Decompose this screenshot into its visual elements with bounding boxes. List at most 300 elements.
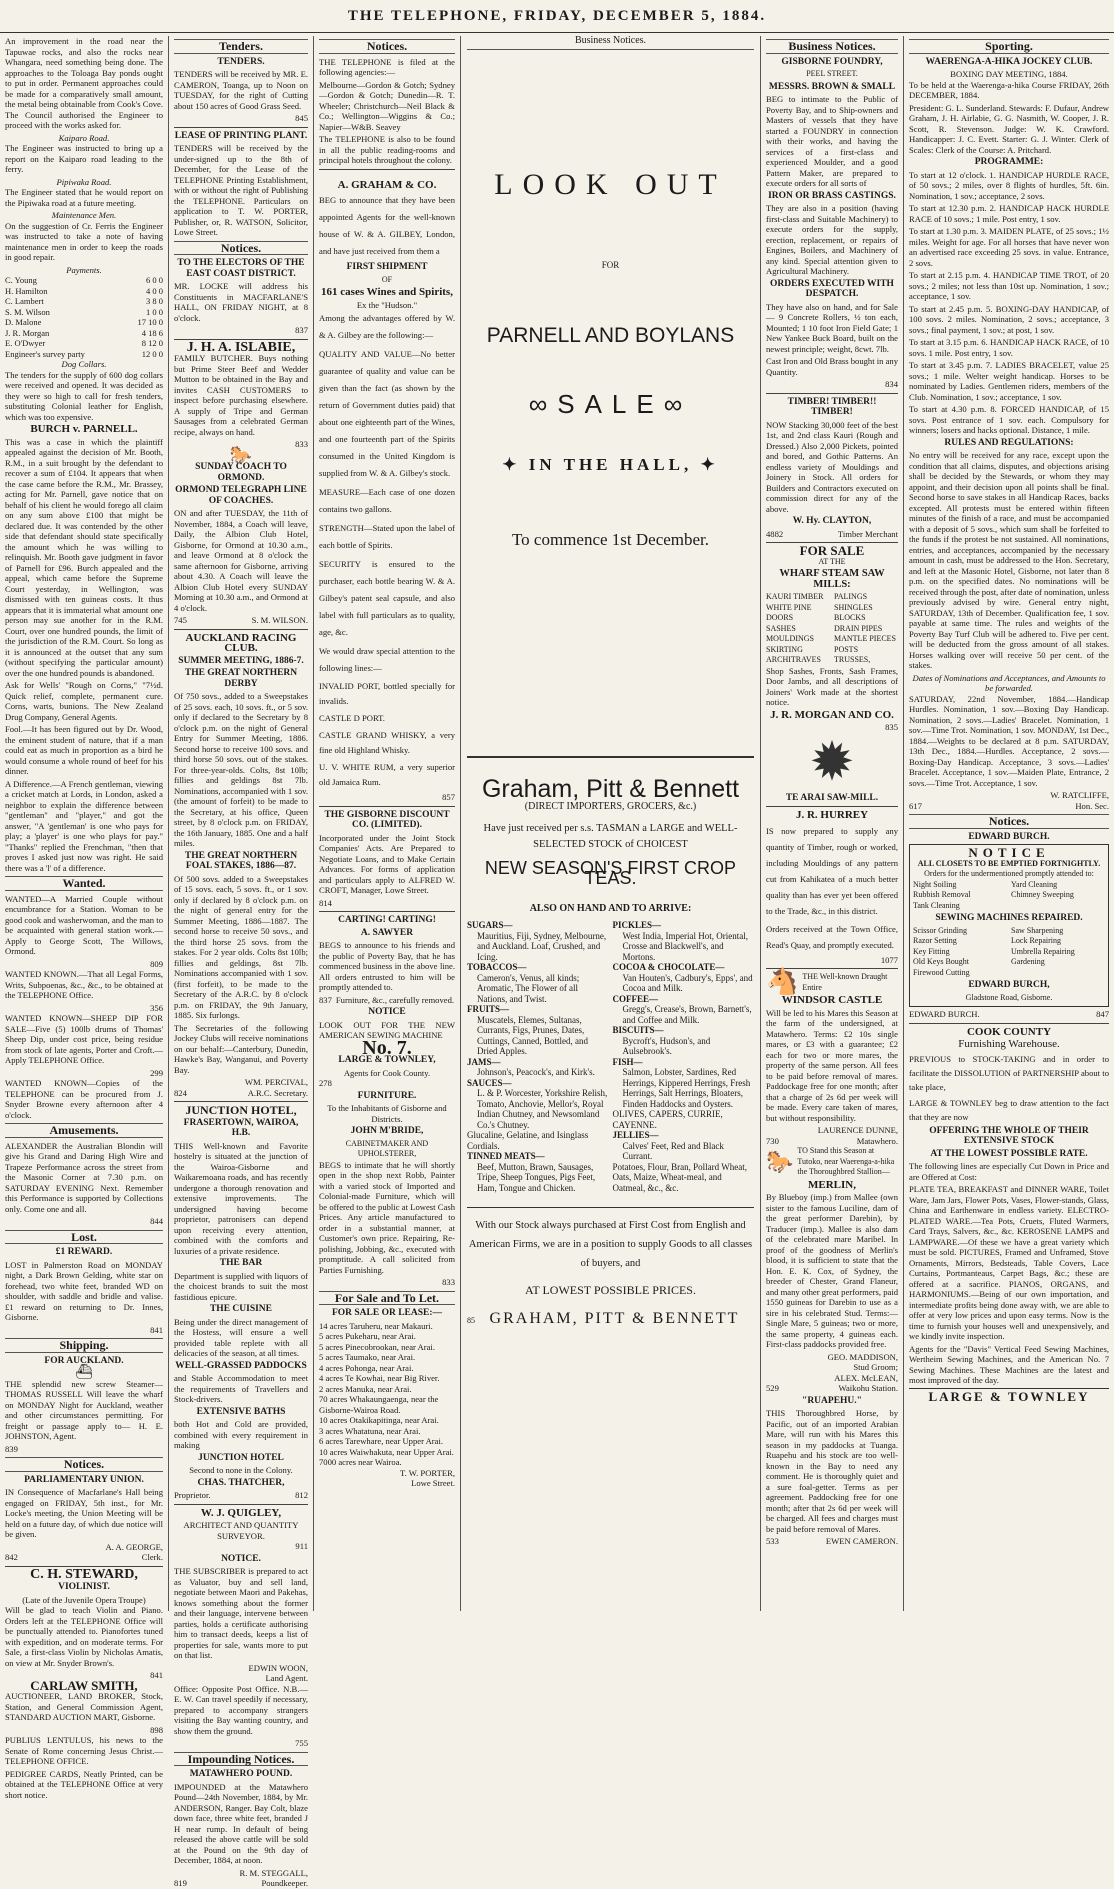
subheading: AT THE LOWEST POSSIBLE RATE. bbox=[930, 1148, 1088, 1159]
signature: W. RATCLIFFE, bbox=[1050, 790, 1109, 800]
subheading: FIRST SHIPMENT bbox=[346, 262, 428, 272]
ad-text: The TELEPHONE is also to be found in all the public reading-rooms and principal hotels throughout the colony. bbox=[319, 134, 455, 165]
signature: LAURENCE DUNNE, bbox=[817, 1125, 898, 1135]
subheading: VIOLINIST. bbox=[58, 1582, 110, 1592]
subheading: CABINETMAKER AND UPHOLSTERER, bbox=[345, 1138, 429, 1158]
list-item: 4 acres Pohonga, near Arai. bbox=[319, 1362, 414, 1373]
goods-text: West India, Imperial Hot, Oriental, Crosse and Blackwell's, and Mortons. bbox=[622, 930, 748, 962]
ad-number: 85 bbox=[467, 1315, 475, 1325]
list-item: 6 acres Tarewhare, near Upper Arai. bbox=[319, 1436, 444, 1446]
goods-item bbox=[613, 920, 755, 962]
goods-item bbox=[467, 1057, 609, 1078]
goods-text: Gregg's, Crease's, Brown, Barnett's, and Coffee and Milk. bbox=[622, 1004, 752, 1025]
ad-heading bbox=[467, 389, 754, 419]
list-item: 70 acres Whakaungaenga, near the Gisborne-Wairoa Road. bbox=[319, 1394, 439, 1415]
ad-text: PLATE TEA, BREAKFAST and DINNER WARE, Toilet Ware, Jam Jars, Flower Pots, Vases, Flower-stands, Glass, China and Earthenware in endless variety. ELECTRO-PLATED WARE.—Tea Pots, Cruets, Fluted Warmers, Card Trays, Salvers, &c., &c. KEROSENE LAMPS and LAMPWARE.—Of these we have a great variety which must be sold. PICTURES, Framed and Unframed, Stove Ornaments, Mirrors, Bedsteads, Table Covers, Lace Curtains, Portmanteaus, Carpet Bags, &c.; these are offered at a sacrifice. PIANOS, ORGANS, and HARMONIUMS.—Being of our own importation, and intermediate profits being done away with, we are able to offer at very low prices and upon easy terms. Now is the time to furnish your houses well and unexpensively, and we kindly invite inspection. bbox=[909, 1184, 1109, 1341]
list-item: Firewood Cutting bbox=[913, 967, 970, 977]
subheading: (DIRECT IMPORTERS, GROCERS, &c.) bbox=[524, 801, 697, 812]
ad-text: PREVIOUS to STOCK-TAKING and in order to facilitate the DISSOLUTION of PARTNERSHIP about to take place, bbox=[909, 1053, 1109, 1092]
ad-text: We would draw special attention to the following lines:— bbox=[319, 646, 455, 673]
subheading: IRON OR BRASS CASTINGS. bbox=[768, 190, 896, 201]
ad-heading: GISBORNE FOUNDRY, bbox=[781, 56, 883, 67]
list-item: 5 acres Pukeharu, near Arai. bbox=[319, 1331, 416, 1341]
article-title: BURCH v. PARNELL. bbox=[30, 423, 138, 435]
ad-heading: FOR SALE bbox=[799, 543, 865, 558]
ad-text: Office: Opposite Post Office. N.B.—E. W. Can travel speedily if necessary, prepared to accompany strangers visiting the Bay wanting country, and show them the ground. bbox=[174, 1683, 308, 1736]
ad-text: MR. LOCKE will address his Constituents in MACFARLANE'S HALL, ON FRIDAY NIGHT, at 8 o'clock. bbox=[174, 281, 308, 323]
goods-text: L. & P. Worcester, Yorkshire Relish, Tomato, Anchovie, Mellor's, Royal Indian Chutney, and Newsomland Co.'s Chutney. bbox=[477, 1088, 608, 1130]
signature-role: Matawhero. bbox=[856, 1135, 898, 1146]
ad-number: 834 bbox=[885, 379, 898, 389]
goods-item bbox=[613, 1162, 755, 1194]
subheading: SUNDAY COACH TO ORMOND. bbox=[195, 462, 287, 483]
list-item: Scissor Grinding bbox=[913, 925, 967, 935]
ad-text: SECURITY is ensured to the purchaser, each bottle bearing W. & A. Gilbey's patent seal capsule, and also label with full particulars as to quality, age, &c. bbox=[319, 559, 455, 637]
subheading: FOR bbox=[601, 260, 620, 270]
list-item: 3 acres Whatatuna, near Arai. bbox=[319, 1425, 421, 1436]
subheading: OF bbox=[381, 274, 393, 284]
ornament-icon: ∞ bbox=[528, 389, 558, 419]
list-item: Razor Setting bbox=[913, 936, 957, 945]
list-item: POSTS bbox=[834, 644, 859, 654]
goods-text: Cameron's, Venus, all kinds; Aromatic, The Flower of all Nations, and Twist. bbox=[477, 972, 580, 1004]
ad-footer bbox=[467, 1309, 754, 1327]
list-item: 5 acres Taumako, near Arai. bbox=[319, 1352, 416, 1362]
ad-number: 814 bbox=[319, 897, 332, 908]
goods-item bbox=[467, 1151, 609, 1193]
list-item: BLOCKS bbox=[834, 613, 866, 622]
ad-text: THE Well-known Draught Entire bbox=[802, 972, 888, 992]
subheading: RULES AND REGULATIONS: bbox=[944, 437, 1074, 448]
ad-text: THE splendid new screw Steamer— THOMAS RUSSELL Will leave the wharf on MONDAY Night for Auckland, weather and other circumstances permitting. For freight or passage apply to— H. E. JOHNSTON, Agent. bbox=[5, 1378, 163, 1441]
ad-heading: J. R. HURREY bbox=[795, 809, 869, 821]
ad-text: FAMILY BUTCHER. Buys nothing but Prime Steer Beef and Wedder Mutton to be obtained in the Bay and invites CASH CUSTOMERS to inspect before purchasing elsewhere. A supply of Tripe and German Sausages from a celebrated German recipe, always on hand. bbox=[174, 353, 308, 437]
services-right bbox=[1011, 926, 1105, 979]
ad-text: They have also on hand, and for Sale— 9 Concrete Rollers, ½ ton each, Mounted; 1 10 foot Iron Field Gate; 1 New Yankee Buck Board, built on the newest principle; weight, 8cwt. 7lb. bbox=[766, 301, 898, 354]
goods-item bbox=[613, 962, 755, 994]
ad-text: The following lines are especially Cut Down in Price and are Offered at Cost: bbox=[909, 1161, 1109, 1182]
list-item: Lock Repairing bbox=[1011, 936, 1061, 945]
hall-text: IN THE HALL, bbox=[528, 454, 693, 474]
ad-text: Among the advantages offered by W. & A. Gilbey are the following:— bbox=[319, 313, 455, 340]
ad-number: 857 bbox=[442, 792, 455, 802]
list-item: PALINGS bbox=[834, 592, 868, 601]
divider bbox=[319, 169, 455, 170]
goods-list bbox=[467, 920, 754, 1193]
ad-text: Of 750 sovs., added to a Sweepstakes of 25 sovs. each, 10 sovs. ft., or 5 sov. only if declared to the Secretary by 8 o'clock p.m. on the night of General Entry for Summer Meeting, 1886. Second horse to receive 100 sovs. and third horse 50 sovs. out of the stakes. For three-year-olds. Colts, 8st 10lb; fillies and geldings 8st 7lb. Nominations, accompanied with 1 sov. (the amount of forfeit) to be made to the Secretary, at his office, Queen street, by 8 o'clock p.m. on FRIDAY, the 16th January, 1885. One and a half miles. bbox=[174, 691, 308, 848]
section-heading: Lost. bbox=[5, 1230, 163, 1245]
divider bbox=[467, 1207, 754, 1208]
subheading: FRASERTOWN, WAIROA, H.B. bbox=[183, 1117, 299, 1138]
race-item: To start at 3.45 p.m. 7. LADIES BRACELET, value 25 sovs.; 1 mile. Welter weight handicap. Horses to be nominated by Ladies. Gentlemen riders, members of the Club. Nomination, 1 sov.; acceptance, 1 sov. bbox=[909, 360, 1109, 402]
goods-right bbox=[613, 920, 755, 1193]
goods-head: BISCUITS— bbox=[612, 1025, 664, 1035]
subheading: OFFERING THE WHOLE OF THEIR EXTENSIVE STOCK bbox=[929, 1125, 1089, 1146]
subheading: ORDERS EXECUTED WITH DESPATCH. bbox=[770, 278, 894, 299]
goods-text: Salmon, Lobster, Sardines, Red Herrings, Kippered Herrings, Fresh Herrings, Salt Herrings, Bloaters, Finden Haddocks and Oysters. bbox=[622, 1067, 751, 1109]
list-item: 10 acres Waiwhakuta, near Upper Arai. bbox=[319, 1446, 454, 1457]
ad-text: INVALID PORT, bottled specially for invalids. bbox=[319, 681, 455, 706]
ad-heading: MERLIN, bbox=[808, 1178, 856, 1191]
signature: R. M. STEGGALL, bbox=[239, 1867, 308, 1878]
section-heading: Business Notices. bbox=[467, 36, 754, 50]
goods-text: Calves' Feet, Red and Black Currant. bbox=[622, 1140, 724, 1161]
list-item: SASHES bbox=[766, 623, 796, 633]
subheading: PROGRAMME: bbox=[974, 157, 1044, 167]
list-item: MOULDINGS bbox=[766, 634, 814, 643]
ad-text: IS now prepared to supply any quantity of Timber, rough or worked, including Mouldings of any pattern cut from Kahikatea of a much better quality than has ever yet been offered to the Trade, &c., in this district. bbox=[766, 825, 898, 916]
services-right bbox=[1011, 880, 1105, 912]
goods-item bbox=[613, 1025, 755, 1057]
ad-text: To be held at the Waerenga-a-hika Course FRIDAY, 26th DECEMBER, 1884. bbox=[909, 79, 1109, 100]
subheading: Dates of Nominations and Acceptances, and Amounts to be forwarded. bbox=[912, 672, 1106, 693]
signature: EDWIN WOON, bbox=[248, 1662, 308, 1673]
ad-number: 745 bbox=[174, 615, 187, 625]
list-item: WHITE PINE bbox=[766, 602, 812, 612]
list-item: Tank Cleaning bbox=[913, 900, 960, 910]
subheading: TENDERS. bbox=[217, 56, 265, 67]
ad-number: 819 bbox=[174, 1878, 187, 1888]
subheading: Payments. bbox=[66, 264, 102, 275]
divider bbox=[174, 1101, 308, 1102]
column-3 bbox=[314, 36, 460, 1611]
subheading: THE BAR bbox=[219, 1258, 263, 1268]
article-paragraph: Fool.—It has been figured out by Dr. Wood, the eminent student of nature, that if a man could eat as much in proportion as a bird he would consume a whole round of beef for his dinner. bbox=[5, 724, 163, 776]
list-item: Key Fitting bbox=[913, 946, 950, 956]
ad-text: Will be glad to teach Violin and Piano. Orders left at the TELEPHONE Office will be punctually attended to. Pianofortes tuned with expedition, and on moderate terms. For Sale, a first-class Violin by Nicholas Amatis, on view at Mr. Snyder Brown's. bbox=[5, 1605, 163, 1668]
ad-number: 837 bbox=[319, 994, 332, 1005]
ad-number: 844 bbox=[150, 1216, 163, 1226]
article-paragraph: An improvement in the road near the Tapuwae rocks, and also the rocks near Whangara, need something being done. The approaches to the Toloaga Bay ponds ought to put in order. Permanent approaches could be made for a comparatively small amount, the metal being obtainable from Cook's Cove. The Council authorised the Engineer to proceed with the works asked for. bbox=[5, 36, 163, 130]
signature-role: Land Agent. bbox=[265, 1673, 308, 1683]
section-heading: Wanted. bbox=[5, 876, 163, 891]
ad-number: 299 bbox=[150, 1067, 163, 1078]
ad-number: 835 bbox=[885, 722, 898, 732]
subheading: Orders for the undermentioned promptly attended to: bbox=[924, 869, 1094, 878]
goods-text: OLIVES, CAPERS, CURRIE, CAYENNE. bbox=[612, 1109, 723, 1130]
ad-text: Cast Iron and Old Brass bought in any Quantity. bbox=[766, 356, 898, 377]
signature: WM. PERCIVAL, bbox=[244, 1077, 308, 1087]
ad-text: Agents for the "Davis" Vertical Feed Sewing Machines, Wertheim Sewing Machines, and the American No. 7 Sewing Machines. These Machines are the latest and most improved of the day. bbox=[909, 1343, 1109, 1385]
ad-heading bbox=[467, 454, 754, 474]
masthead: THE TELEPHONE, FRIDAY, DECEMBER 5, 1884. bbox=[0, 0, 1114, 33]
ad-number: 4882 bbox=[766, 528, 784, 539]
ad-number: 1077 bbox=[880, 954, 898, 965]
goods-item bbox=[467, 962, 609, 1004]
ad-heading: WINDSOR CASTLE bbox=[781, 994, 883, 1006]
race-item: To start at 1.30 p.m. 3. MAIDEN PLATE, of 25 sovs.; 1½ miles. Weight for age. For all horses that have never won an advertised race exceeding 25 sovs. in value. Entrance, 2 sovs. bbox=[909, 226, 1109, 268]
ad-number: 833 bbox=[295, 439, 308, 449]
ad-text: and Stable Accommodation to meet the requirements of Travellers and Stock-drivers. bbox=[174, 1373, 308, 1404]
goods-text: Glucaline, Gelatine, and Isinglass Cordials. bbox=[467, 1130, 589, 1151]
list-item: SKIRTING bbox=[766, 644, 803, 654]
ad-text: SATURDAY, 22nd November, 1884.—Handicap Hurdles. Nomination, 1 sov.—Boxing Day Handicap. Nomination, 2 sovs.—Ladies' Bracelet. Nomination, 1 sov.—Time Trot. Nomination, 1 sov. MONDAY, 1st Dec., 1884.—Weights to be declared at 8 p.m. SATURDAY, 13th Dec., 1884.—Hurdles. Acceptance, 2 sovs.—Boxing-Day Handicap. Acceptance, 3 sovs.—Ladies' Bracelet. Acceptance, 1 sov.—Maiden Plate, Entrance, 2 sovs.—Time Trot. Acceptance, 1 sov. bbox=[909, 693, 1109, 788]
subheading: TE ARAI SAW-MILL. bbox=[785, 792, 879, 803]
coach-icon: 🐎 bbox=[229, 444, 253, 465]
ad-number: 847 bbox=[1096, 1009, 1109, 1019]
ad-text: Orders received at the Town Office, Read's Quay, and promptly executed. bbox=[766, 923, 898, 950]
ad-heading: A. SAWYER bbox=[360, 927, 414, 938]
signature: GEO. MADDISON, bbox=[827, 1351, 898, 1362]
signature-role: Proprietor. bbox=[174, 1490, 211, 1500]
subheading: BOXING DAY MEETING, 1884. bbox=[950, 69, 1068, 79]
subheading: FOR AUCKLAND. bbox=[44, 1355, 124, 1366]
ad-number: 898 bbox=[150, 1724, 163, 1735]
subheading: THE GREAT NORTHERN FOAL STAKES, 1886—87. bbox=[184, 850, 298, 871]
race-item: To start at 2.45 p.m. 5. BOXING-DAY HANDICAP, of 100 sovs. 2 miles. Nomination, 2 sovs.; acceptance, 3 sovs.; final payment, 1 sov.; at post, 1 sov. bbox=[909, 303, 1109, 335]
goods-item bbox=[613, 994, 755, 1026]
list-item: Gardening bbox=[1011, 957, 1045, 966]
ad-number: 278 bbox=[319, 1078, 332, 1088]
signature: EDWARD BURCH. bbox=[909, 1009, 980, 1019]
subheading: (Late of the Juvenile Opera Troupe) bbox=[22, 1594, 146, 1605]
ad-heading: TIMBER! TIMBER!! TIMBER! bbox=[787, 396, 877, 417]
goods-head: FRUITS— bbox=[467, 1004, 510, 1014]
ad-heading: NEW SEASON'S FIRST CROP TEAS. bbox=[484, 857, 737, 888]
section-heading: Shipping. bbox=[5, 1338, 163, 1353]
ad-text: ALEXANDER the Australian Blondin will give his Grand and Daring High Wire and Trapeze Performance across the street from the Masonic Corner at 7.30 p.m. on SATURDAY EVENING Next. Remember this Performance is supported by Collections only. Come one and all. bbox=[5, 1140, 163, 1214]
list-item: 14 acres Taruheru, near Makauri. bbox=[319, 1320, 433, 1331]
subheading: AT THE bbox=[818, 556, 846, 566]
ad-text: No entry will be received for any race, except upon the condition that all claims, disputes, and objections arising shall be decided by the Stewards, or whom they may appoint, and their decision upon all points shall be final. Second horse to save stakes in all Handicap Races, backs excepted. All protests must be entered within fifteen minutes of the finish of a race, and must be accompanied with a deposit of 5 sovs., which sum shall be forfeited to the funds if the protest be not sustained. All nominations, entries, and acceptances, accompanied by the necessary amount in cash, must be addressed to the Hon. Secretary, and left at the Masonic Hotel, Gisborne, not later than 8 p.m. on the specified dates. No nominations will be received through the post, after date of nomination, unless previously advised by wire. General entry night, SATURDAY, 13th of December. Qualification fee, 1 sov. payable at same time. The rules and weights of the Poverty Bay Turf Club will be adhered to. Five per cent. will be deducted from the gross amount of all stakes. Horses walking over will receive 50 per cent. of the stakes. bbox=[909, 450, 1109, 670]
ad-text: WANTED—A Married Couple without encumbrance for a Station. Woman to be good cook and washerwoman, and the man to be acquainted with general station work.—Apply to George Scott, The Willows, Ormond. bbox=[5, 893, 163, 956]
list-item: SHINGLES bbox=[834, 602, 873, 612]
ad-number: 841 bbox=[150, 1670, 163, 1680]
ad-text: BEGS to announce to his friends and the public of Poverty Bay, that he has commenced business in the above line. All orders entrusted to him will be promptly attended to. bbox=[319, 940, 455, 992]
goods-item bbox=[467, 1130, 609, 1151]
ad-text: THE TELEPHONE is filed at the following agencies:— bbox=[319, 56, 455, 77]
signature-role: A.R.C. Secretary. bbox=[247, 1087, 308, 1098]
ad-text: Have just received per s.s. TASMAN a LARGE and WELL-SELECTED STOCK of CHOICEST bbox=[483, 822, 738, 850]
article-paragraph: The Engineer stated that he would report on the Pipiwaka road at a future meeting. bbox=[5, 187, 163, 208]
column-4 bbox=[461, 36, 760, 1611]
ad-heading: CARLAW SMITH, bbox=[30, 1677, 138, 1693]
ad-text: CASTLE GRAND WHISKY, a very fine old Highland Whisky. bbox=[319, 730, 455, 755]
ad-text: BEG to announce that they have been appointed Agents for the well-known house of W. & A. GILBEY, London, and have just received from them a bbox=[319, 195, 455, 256]
ad-text: By Blueboy (imp.) from Mallee (own sister to the famous Luciline, dam of the great performer Darebin), by Traducer (imp.). Mallee is also dam of the celebrated mare Maribel. In proof of the goodness of Merlin's blood, it is sufficient to state that the Hon. E. K. Cox, of Sydney, the breeder of Chester, Grand Flaneur, and many other great performers, paid 1550 guineas for Darebin to use as a sire in his celebrated Stud. Terms:—Single Mare, 5 guineas; two or more, the same property, 4 guineas each. First-class paddocks provided free. bbox=[766, 1192, 898, 1349]
subheading: EDWARD BURCH. bbox=[968, 831, 1050, 842]
sale-list bbox=[319, 1321, 455, 1468]
column-5 bbox=[761, 36, 903, 1611]
ad-heading: LARGE & TOWNLEY bbox=[909, 1388, 1109, 1403]
list-item: KAURI TIMBER bbox=[766, 592, 824, 601]
ad-text: The Secretaries of the following Jockey Clubs will receive nominations on our behalf:—Canterbury, Dunedin, Hawke's Bay, Wanganui, and Poverty Bay. bbox=[174, 1022, 308, 1075]
race-item: To start at 2.15 p.m. 4. HANDICAP TIME TROT, of 20 sovs.; 2 miles; not less than 10st up. Nomination, 1 sov.; acceptance, 1 sov. bbox=[909, 270, 1109, 301]
horse-ad-header bbox=[766, 1146, 898, 1178]
signature: ALEX. McLEAN, bbox=[834, 1372, 898, 1383]
ad-text: LOOK OUT FOR THE NEW AMERICAN SEWING MACHINE bbox=[319, 1019, 455, 1040]
list-item: DRAIN PIPES bbox=[834, 623, 883, 633]
ad-number: 812 bbox=[295, 1490, 308, 1500]
ornament-icon: ∞ bbox=[663, 389, 693, 419]
ad-text: TENDERS will be received by the under-signed up to the 8th of December, for the Lease of the TELEPHONE Printing Establishment, with or without the right of Publishing the TELEPHONE. Particulars on application to T. W. PORTER, Publisher, or, R. WATSON, Solicitor, Lowe Street. bbox=[174, 143, 308, 237]
ad-heading: Furnishing Warehouse. bbox=[958, 1038, 1060, 1050]
signature: S. M. WILSON. bbox=[251, 615, 308, 625]
list-item: 7000 acres near Wairoa. bbox=[319, 1457, 402, 1467]
ad-number: 533 bbox=[766, 1536, 779, 1546]
signature-role: Poundkeeper. bbox=[261, 1878, 308, 1888]
subheading: ALL CLOSETS TO BE EMPTIED FORTNIGHTLY. bbox=[917, 858, 1101, 868]
goods-text: Beef, Mutton, Brawn, Sausages, Tripe, Sheep Tongues, Pigs Feet, Ham, Tongue and Chicken. bbox=[477, 1161, 596, 1193]
subheading: JUNCTION HOTEL bbox=[198, 1452, 284, 1463]
burch-notice-box bbox=[909, 844, 1109, 1007]
ad-text: IMPOUNDED at the Matawhero Pound—24th November, 1884, by Mr. ANDERSON, Ranger. Bay Colt, blaze down face, three white feet, branded J H near rump. In default of being released the above cattle will be sold at the Pound on the 9th day of December, 1884, at noon. bbox=[174, 1781, 308, 1865]
list-item: 10 acres Otakikapitinga, near Arai. bbox=[319, 1415, 439, 1425]
horse-ad-header bbox=[766, 967, 898, 997]
ad-text: Being under the direct management of the Hostess, will ensure a well provided table replete with all delicacies of the season, at all times. bbox=[174, 1316, 308, 1358]
ad-text: PUBLIUS LENTULUS, his news to the Senate of Rome concerning Jesus Christ.—TELEPHONE OFFICE. bbox=[5, 1735, 163, 1766]
ad-heading: THE GISBORNE DISCOUNT CO. (LIMITED). bbox=[324, 809, 450, 830]
section-heading: Impounding Notices. bbox=[174, 1752, 308, 1767]
section-heading: Notices. bbox=[909, 814, 1109, 829]
race-item: To start at 4.30 p.m. 8. FORCED HANDICAP, of 15 sovs. Post entrance of 1 sov. each. Compulsory for winners; losers and hacks optional. Distance, 1 mile. bbox=[909, 404, 1109, 435]
ad-text: THIS Thoroughbred Horse, by Pacific, out of an imported Arabian Mare, will run with his Mares this season in my paddocks at Tuanga. Ruapehu and his stock are too well-known in the Bay to need any comment. He is thoroughly quiet and a sure foal-getter. Terms as per agreement. Paddocking free for one month; after that 2s 6d per week will be charged. All fees and charges must be paid before removal of Mares. bbox=[766, 1408, 898, 1534]
divider bbox=[909, 1023, 1109, 1024]
signature: T. W. PORTER, bbox=[400, 1467, 455, 1478]
goods-head: TINNED MEATS— bbox=[467, 1151, 545, 1161]
horse-icon: 🐴 bbox=[766, 967, 799, 997]
timber-right bbox=[834, 592, 898, 666]
ad-text: LOST in Palmerston Road on MONDAY night, a Dark Brown Gelding, white star on forehead, two white feet, branded WD on shoulder, with saddle and bridle and valise. £1 reward on returning to Dr. Innes, Gisborne. bbox=[5, 1259, 163, 1322]
subheading: WELL-GRASSED PADDOCKS bbox=[175, 1360, 307, 1371]
goods-head: COFFEE— bbox=[612, 993, 659, 1004]
divider bbox=[174, 629, 308, 630]
goods-left bbox=[467, 920, 609, 1193]
goods-head: PICKLES— bbox=[612, 920, 662, 930]
list-item: Yard Cleaning bbox=[1011, 879, 1058, 889]
ad-number: 842 bbox=[5, 1552, 18, 1562]
race-item: To start at 12.30 p.m. 2. HANDICAP HACK HURDLE RACE of 10 sovs.; 1 mile. Post entry, 1 sov. bbox=[909, 203, 1109, 224]
ad-text: THIS Well-known and Favorite hostelry is situated at the junction of the Wairoa-Gisborne and Waikaremoana roads, and has recently undergone a thorough renovation and extensive improvements. The undersigned having become proprietor, patronisers can depend upon receiving every attention, combined with the comforts and luxuries of a private residence. bbox=[174, 1140, 308, 1256]
ad-text: WANTED KNOWN—Copies of the TELEPHONE can be procured from J. Snyder Browne every afternoon after 4 o'clock. bbox=[5, 1078, 163, 1120]
saw-blade-icon: ✹ bbox=[809, 731, 855, 792]
ad-text: Incorporated under the Joint Stock Companies' Acts. Are Prepared to Negotiate Loans, and to Make Certain Advances. For forms of application and particulars apply to ALFRED W. CROFT, Manager, Lowe Street. bbox=[319, 832, 455, 895]
section-heading: For Sale and To Let. bbox=[319, 1291, 455, 1306]
subheading: PARLIAMENTARY UNION. bbox=[24, 1474, 144, 1485]
subheading: NOTICE. bbox=[221, 1553, 261, 1564]
divider bbox=[174, 127, 308, 128]
goods-text: Johnson's, Peacock's, and Kirk's. bbox=[477, 1067, 595, 1077]
subheading: Agents for Cook County. bbox=[343, 1067, 431, 1078]
subheading: SEWING MACHINES REPAIRED. bbox=[935, 913, 1083, 923]
section-heading: Notices. bbox=[174, 241, 308, 256]
ad-number: 356 bbox=[150, 1002, 163, 1013]
ad-text: STRENGTH—Stated upon the label of each bottle of Spirits. bbox=[319, 523, 455, 550]
subheading: ORMOND TELEGRAPH LINE OF COACHES. bbox=[175, 485, 307, 506]
ad-text: Department is supplied with liquors of the choicest brands to suit the most fastidious epicure. bbox=[174, 1270, 308, 1302]
ad-heading: NOTICE bbox=[968, 845, 1050, 860]
goods-head: FISH— bbox=[612, 1056, 643, 1067]
list-item: Saw Sharpening bbox=[1011, 925, 1064, 935]
ad-text: AUCTIONEER, LAND BROKER, Stock, Station, and General Commission Agent, STANDARD AUCTION MART, Gisborne. bbox=[5, 1691, 163, 1722]
signature: CHAS. THATCHER, bbox=[197, 1477, 285, 1488]
ad-heading: To commence 1st December. bbox=[511, 530, 710, 549]
signature-role: Lowe Street. bbox=[411, 1478, 455, 1488]
ad-heading: AT LOWEST POSSIBLE PRICES. bbox=[525, 1283, 696, 1297]
ad-text: TENDERS will be received by MR. E. CAMERON, Toanga, up to Noon on TUESDAY, for the right of Cutting about 150 acres of Good Grass Seed. bbox=[174, 69, 308, 111]
services-list bbox=[913, 926, 1105, 979]
signature-role: Stud Groom; bbox=[853, 1362, 898, 1372]
ship-icon: ⛴ bbox=[75, 1365, 93, 1380]
ad-text: NOW Stacking 30,000 feet of the best 1st, and 2nd class Kauri (Rough and Dressed.) Also 2,000 Pickets, pointed and bored, and Gothic Patterns. An endless variety of Mouldings and Joinery in Stock. All orders for Builders and Contractors executed on commission direct for any of the above. bbox=[766, 419, 898, 514]
ad-heading: A. GRAHAM & CO. bbox=[337, 178, 437, 191]
ad-heading: Graham, Pitt & Bennett bbox=[481, 774, 740, 803]
ornament-icon: ✦ bbox=[502, 454, 529, 474]
ad-heading: JOHN M'BRIDE, bbox=[350, 1126, 424, 1136]
ad-text: CASTLE D PORT. bbox=[319, 713, 385, 723]
ad-heading: GRAHAM, PITT & BENNETT bbox=[489, 1309, 740, 1327]
goods-item bbox=[467, 1078, 609, 1131]
ad-text: Furniture, &c., carefully removed. bbox=[335, 994, 455, 1005]
sale-word: SALE bbox=[557, 389, 664, 419]
subheading: Maintenance Men. bbox=[51, 210, 117, 220]
subheading: CARTING! CARTING! bbox=[338, 915, 436, 925]
subheading: FURNITURE. bbox=[357, 1090, 417, 1101]
list-item: Rubbish Removal bbox=[913, 890, 971, 899]
race-item: To start at 12 o'clock. 1. HANDICAP HURDLE RACE, of 50 sovs.; 2 miles, over 8 flights of hurdles, 5ft. 6in. Nomination, 1 sov.; acceptance, 2 sovs. bbox=[909, 169, 1109, 201]
ad-heading: AUCKLAND RACING CLUB. bbox=[185, 631, 297, 654]
ad-heading: C. H. STEWARD, bbox=[30, 1566, 138, 1582]
payments-table: C. Young 6 0 0 H. Hamilton 4 0 0 C. Lambert 3 8 0 S. M. Wilson 1 0 0 D. Malone 17 10 0 J. R. Morgan 4 18 6 E. O'Dwyer 8 12 0 Engineer's survey party 12 0 0 bbox=[5, 275, 163, 359]
goods-text: Mauritius, Fiji, Sydney, Melbourne, and Auckland. Loaf, Crushed, and Icing. bbox=[477, 930, 607, 962]
timber-left bbox=[766, 592, 830, 666]
subheading: LEASE OF PRINTING PLANT. bbox=[174, 130, 308, 141]
ad-number: 755 bbox=[295, 1738, 308, 1748]
subheading: 161 cases Wines and Spirits, bbox=[321, 286, 453, 298]
article-paragraph: The tenders for the supply of 600 dog collars were received and opened. It was decided as they were so high to call for fresh tenders, substituting Colonial leather for English, which was too expensive. bbox=[5, 369, 163, 422]
goods-item bbox=[613, 1109, 755, 1130]
ad-number: 730 bbox=[766, 1135, 779, 1146]
signature: EDWARD BURCH, bbox=[968, 980, 1050, 990]
ad-text: THE SUBSCRIBER is prepared to act as Valuator, buy and sell land, negotiate between Maori and Pakehas, knows something about the former and their language, intervene between parties, holds a certificate authorising him to transact deeds, keeps a list of properties for sale, wants more to put on that list. bbox=[174, 1566, 308, 1660]
goods-item bbox=[467, 920, 609, 962]
services-left bbox=[913, 926, 1007, 979]
goods-text: Muscatels, Elemes, Sultanas, Currants, Figs, Prunes, Dates, Cuttings, Canned, Bottled, and Dried Apples. bbox=[477, 1014, 588, 1056]
ad-number: 911 bbox=[295, 1541, 308, 1551]
ad-text: MEASURE—Each case of one dozen contains two gallons. bbox=[319, 487, 455, 514]
subheading: SUMMER MEETING, 1886-7. bbox=[178, 655, 304, 666]
goods-head: TOBACCOS— bbox=[467, 962, 527, 972]
list-item: MANTLE PIECES bbox=[834, 634, 896, 643]
list-item: Old Keys Bought bbox=[913, 957, 969, 966]
section-heading: Notices. bbox=[319, 39, 455, 54]
goods-item bbox=[613, 1057, 755, 1110]
ad-heading: W. J. QUIGLEY, bbox=[200, 1506, 282, 1519]
subheading: Pipiwaka Road. bbox=[56, 176, 112, 187]
ad-text: QUALITY AND VALUE—No better guarantee of quality and value can be given than the fact (as shown by the return of Government duties paid) that about one eighteenth part of the Wines, and one fourteenth part of the Spirits consumed in the United Kingdom is supplied from W. & A. Gilbey's stock. bbox=[319, 349, 455, 478]
ad-text: BEG to intimate to the Public of Poverty Bay, and to Ship-owners and Masters of vessels that they have started a FOUNDRY in connection with their works, and having the services of a first-class and experienced Moulder, and a good Pattern Maker, are prepared to execute orders for all sorts of bbox=[766, 94, 898, 188]
goods-text: Bycroft's, Hudson's, and Aulsebrook's. bbox=[622, 1035, 711, 1056]
subheading: TO THE ELECTORS OF THE EAST COAST DISTRICT. bbox=[177, 258, 305, 279]
services-left bbox=[913, 880, 1007, 912]
ad-text: BEGS to intimate that he will shortly open in the shop next Robb, Painter with a varied stock of Imported and Colonial-made Furniture, which will be offered to the public at Lowest Cash Prices. Any article manufactured to order in a substantial manner, at Customer's own price. Repairing, Re-polishing, Jobbing, &c., executed with promptitude. A call solicited from Parties Furnishing. bbox=[319, 1159, 455, 1275]
signature: A. A. GEORGE, bbox=[105, 1541, 163, 1552]
horse-icon: 🐎 bbox=[766, 1148, 794, 1174]
signature-role: Timber Merchant bbox=[837, 528, 898, 539]
ad-heading: LOOK OUT bbox=[494, 167, 727, 201]
section-heading: Business Notices. bbox=[766, 39, 898, 54]
subheading: PEEL STREET. bbox=[806, 69, 858, 78]
ad-number: 529 bbox=[766, 1383, 779, 1393]
ad-text: Melbourne—Gordon & Gotch; Sydney—Gordon & Gotch; Dunedin—R. T. Wheeler; Christchurch—Neil Black & Co.; Wellington—Wiggins & Co.; Napier—W&B. Seavey bbox=[319, 79, 455, 132]
subheading: FOR SALE OR LEASE:— bbox=[331, 1308, 443, 1318]
list-item: Umbrella Repairing bbox=[1011, 946, 1075, 956]
ad-number: 809 bbox=[150, 958, 163, 969]
ad-text: LARGE & TOWNLEY beg to draw attention to the fact that they are now bbox=[909, 1097, 1109, 1122]
ad-heading: JUNCTION HOTEL, bbox=[185, 1103, 297, 1117]
divider bbox=[766, 806, 898, 807]
ad-text: IN Consequence of Macfarlane's Hall being engaged on FRIDAY, 5th inst., for Mr. Locke's meeting, the Union Meeting will be held on a future day, of which due notice will be given. bbox=[5, 1487, 163, 1539]
